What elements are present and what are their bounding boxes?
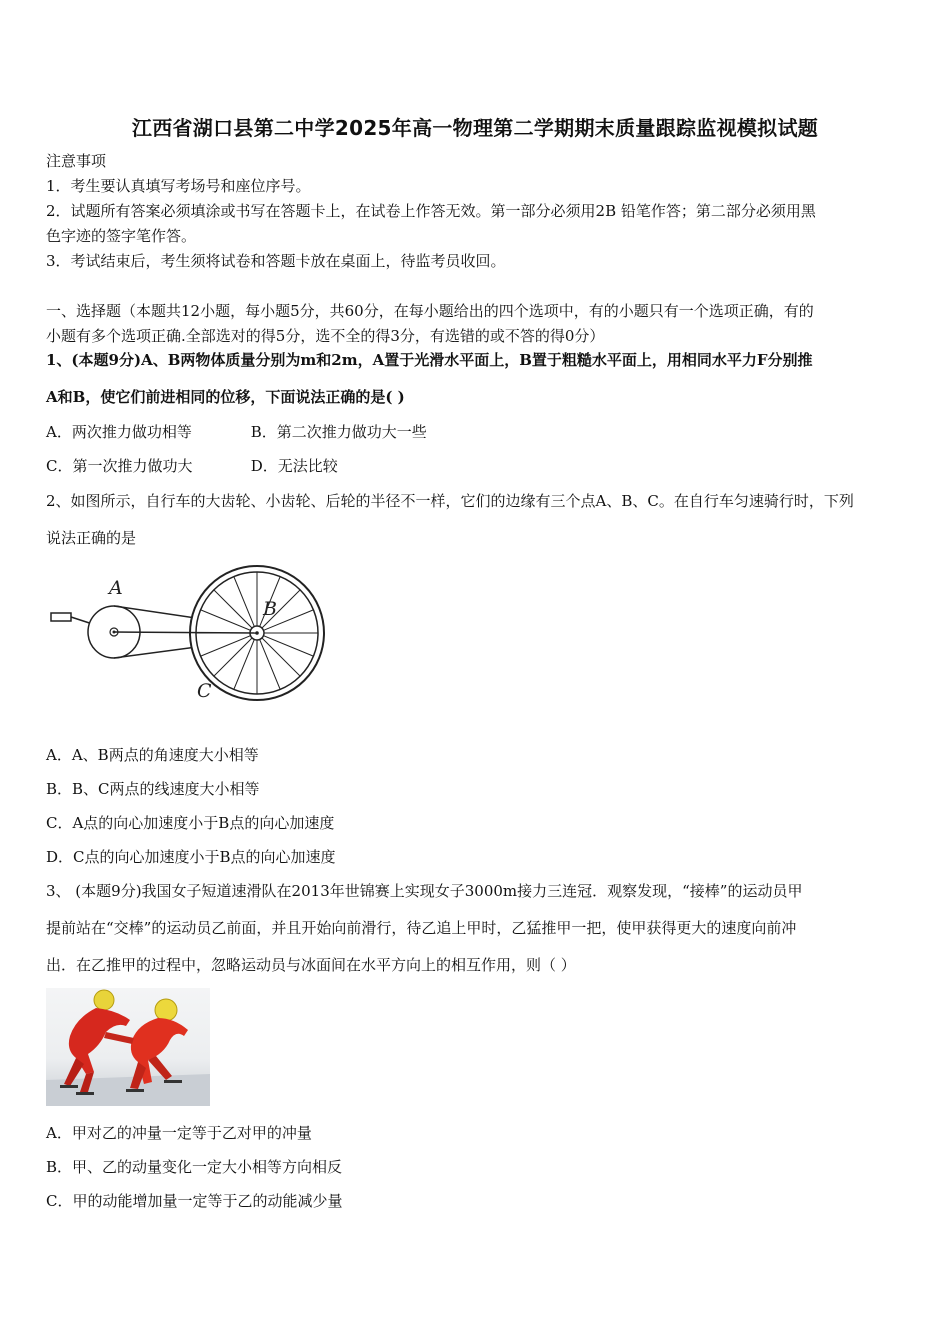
q3-stem-line2: 提前站在“交棒”的运动员乙前面，并且开始向前滑行，待乙追上甲时，乙猛推甲一把，使甲获得更大的速度向前冲 xyxy=(46,919,797,937)
q2-option-d[interactable]: D．C点的向心加速度小于B点的向心加速度 xyxy=(46,848,336,866)
q2-stem-line1: 2、如图所示，自行车的大齿轮、小齿轮、后轮的半径不一样，它们的边缘有三个点A、B、C。在自行车匀速骑行时，下列 xyxy=(46,492,854,510)
q1-stem-line1: 1、(本题9分)A、B两物体质量分别为m和2m，A置于光滑水平面上，B置于粗糙水平面上，用相同水平力F分别推 xyxy=(46,351,813,369)
q3-stem-line1: 3、 (本题9分)我国女子短道速滑队在2013年世锦赛上实现女子3000m接力三连冠．观察发现，“接棒”的运动员甲 xyxy=(46,882,803,900)
section-heading-line1: 一、选择题（本题共12小题，每小题5分，共60分，在每小题给出的四个选项中，有的小题只有一个选项正确，有的 xyxy=(46,302,814,320)
q1-option-c[interactable]: C．第一次推力做功大 xyxy=(46,457,193,475)
notes-heading: 注意事项 xyxy=(46,152,107,170)
q3-option-b[interactable]: B．甲、乙的动量变化一定大小相等方向相反 xyxy=(46,1158,343,1176)
speed-skaters-image xyxy=(46,988,210,1106)
q2-option-a[interactable]: A．A、B两点的角速度大小相等 xyxy=(46,746,259,764)
notes-item-3: 3．考试结束后，考生须将试卷和答题卡放在桌面上，待监考员收回。 xyxy=(46,252,506,270)
notes-item-2-cont: 色字迹的签字笔作答。 xyxy=(46,227,197,245)
label-b: B xyxy=(263,598,277,620)
notes-item-1: 1．考生要认真填写考场号和座位序号。 xyxy=(46,177,311,195)
section-heading-line2: 小题有多个选项正确.全部选对的得5分，选不全的得3分，有选错的或不答的得0分） xyxy=(46,327,605,345)
q1-option-b[interactable]: B．第二次推力做功大一些 xyxy=(250,423,427,441)
q2-stem-line2: 说法正确的是 xyxy=(46,529,137,547)
bicycle-gear-diagram xyxy=(46,565,336,705)
q3-option-c[interactable]: C．甲的动能增加量一定等于乙的动能减少量 xyxy=(46,1192,343,1210)
pedal-icon xyxy=(51,613,71,621)
q2-option-c[interactable]: C．A点的向心加速度小于B点的向心加速度 xyxy=(46,814,335,832)
page-title: 江西省湖口县第二中学2025年高一物理第二学期期末质量跟踪监视模拟试题 xyxy=(131,116,819,140)
q3-option-a[interactable]: A．甲对乙的冲量一定等于乙对甲的冲量 xyxy=(46,1124,312,1142)
label-a: A xyxy=(109,577,123,599)
skaters-photo xyxy=(46,988,210,1106)
q1-options-row1 xyxy=(46,421,427,443)
notes-item-2: 2．试题所有答案必须填涂或书写在答题卡上，在试卷上作答无效。第一部分必须用2B 铅笔作答；第二部分必须用黑 xyxy=(46,202,816,220)
q1-option-d[interactable]: D．无法比较 xyxy=(250,457,338,475)
label-c: C xyxy=(197,680,212,702)
q2-option-b[interactable]: B．B、C两点的线速度大小相等 xyxy=(46,780,260,798)
q1-stem-line2: A和B，使它们前进相同的位移，下面说法正确的是( ) xyxy=(46,388,405,406)
q3-stem-line3: 出．在乙推甲的过程中，忽略运动员与冰面间在水平方向上的相互作用，则（ ） xyxy=(46,956,576,974)
q1-options-row2 xyxy=(46,455,338,477)
q1-option-a[interactable]: A．两次推力做功相等 xyxy=(46,423,192,441)
